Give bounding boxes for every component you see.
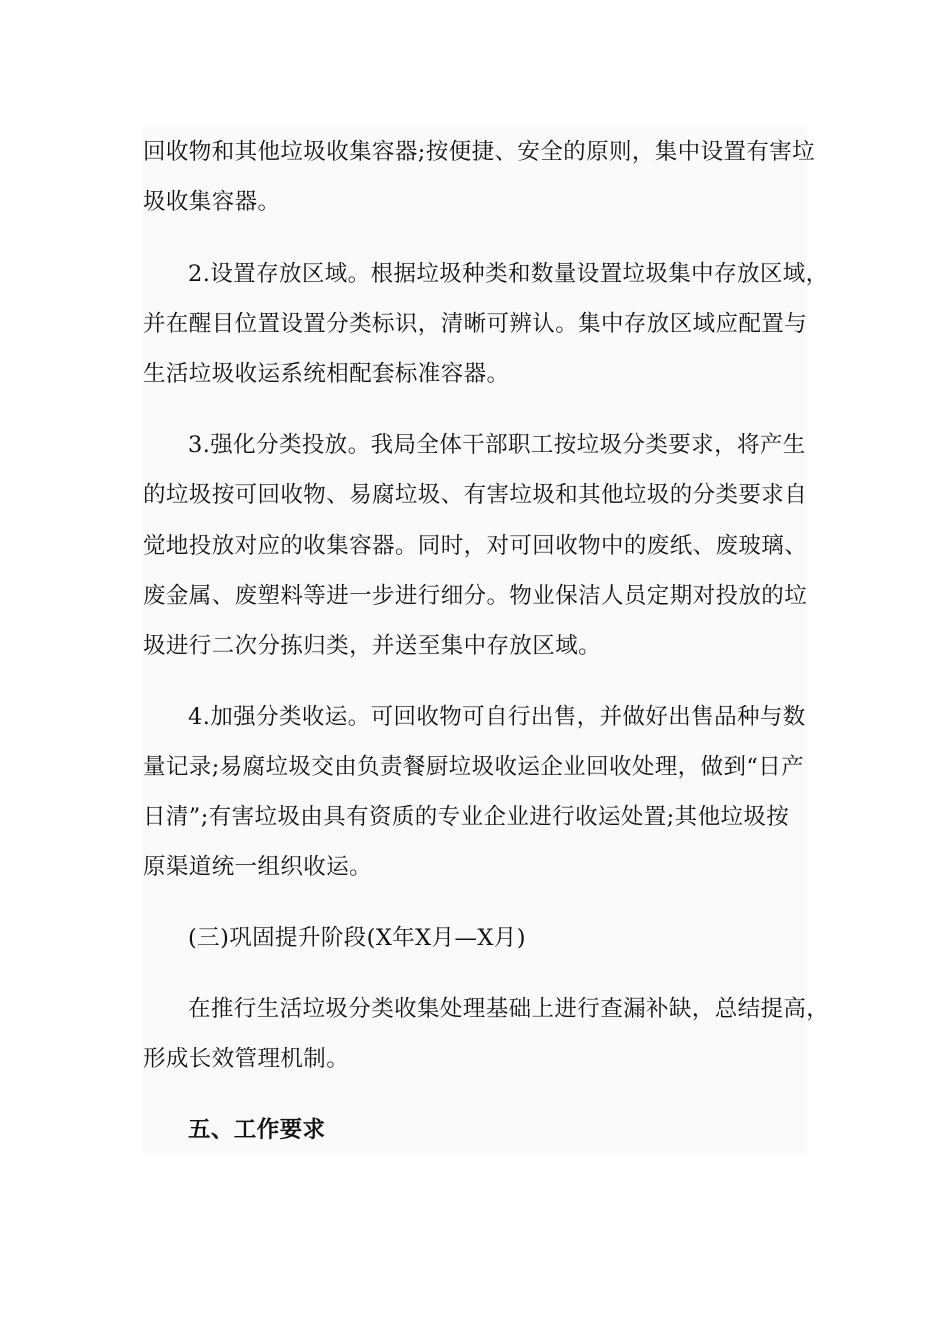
text-line: 圾进行二次分拣归类，并送至集中存放区域。 [143,633,602,659]
text-line: 觉地投放对应的收集容器。同时，对可回收物中的废纸、废玻璃、 [143,533,808,559]
text-line: 量记录;易腐垃圾交由负责餐厨垃圾收运企业回收处理，做到“日产 [143,754,805,780]
text-line: 2.设置存放区域。根据垃圾种类和数量设置垃圾集中存放区域， [188,261,829,287]
text-line: 圾收集容器。 [143,189,281,215]
text-line: 3.强化分类投放。我局全体干部职工按垃圾分类要求，将产生 [188,432,806,458]
text-line: 回收物和其他垃圾收集容器;按便捷、安全的原则，集中设置有害垃 [143,139,816,165]
text-line: 在推行生活垃圾分类收集处理基础上进行查漏补缺，总结提高， [188,996,830,1022]
text-line: 日清”;有害垃圾由具有资质的专业企业进行收运处置;其他垃圾按 [143,804,790,830]
text-line: 并在醒目位置设置分类标识，清晰可辨认。集中存放区域应配置与 [143,311,808,337]
text-line: 的垃圾按可回收物、易腐垃圾、有害垃圾和其他垃圾的分类要求自 [143,482,808,508]
text-line: 废金属、废塑料等进一步进行细分。物业保洁人员定期对投放的垃 [143,583,808,609]
text-line: 形成长效管理机制。 [143,1046,350,1072]
section-heading: (三)巩固提升阶段(X年X月—X月) [188,925,526,951]
document-body [143,125,830,1155]
text-line: 4.加强分类收运。可回收物可自行出售，并做好出售品种与数 [188,704,806,730]
chapter-heading: 五、工作要求 [188,1117,326,1143]
text-line: 生活垃圾收运系统相配套标准容器。 [143,361,510,387]
text-line: 原渠道统一组织收运。 [143,854,373,880]
